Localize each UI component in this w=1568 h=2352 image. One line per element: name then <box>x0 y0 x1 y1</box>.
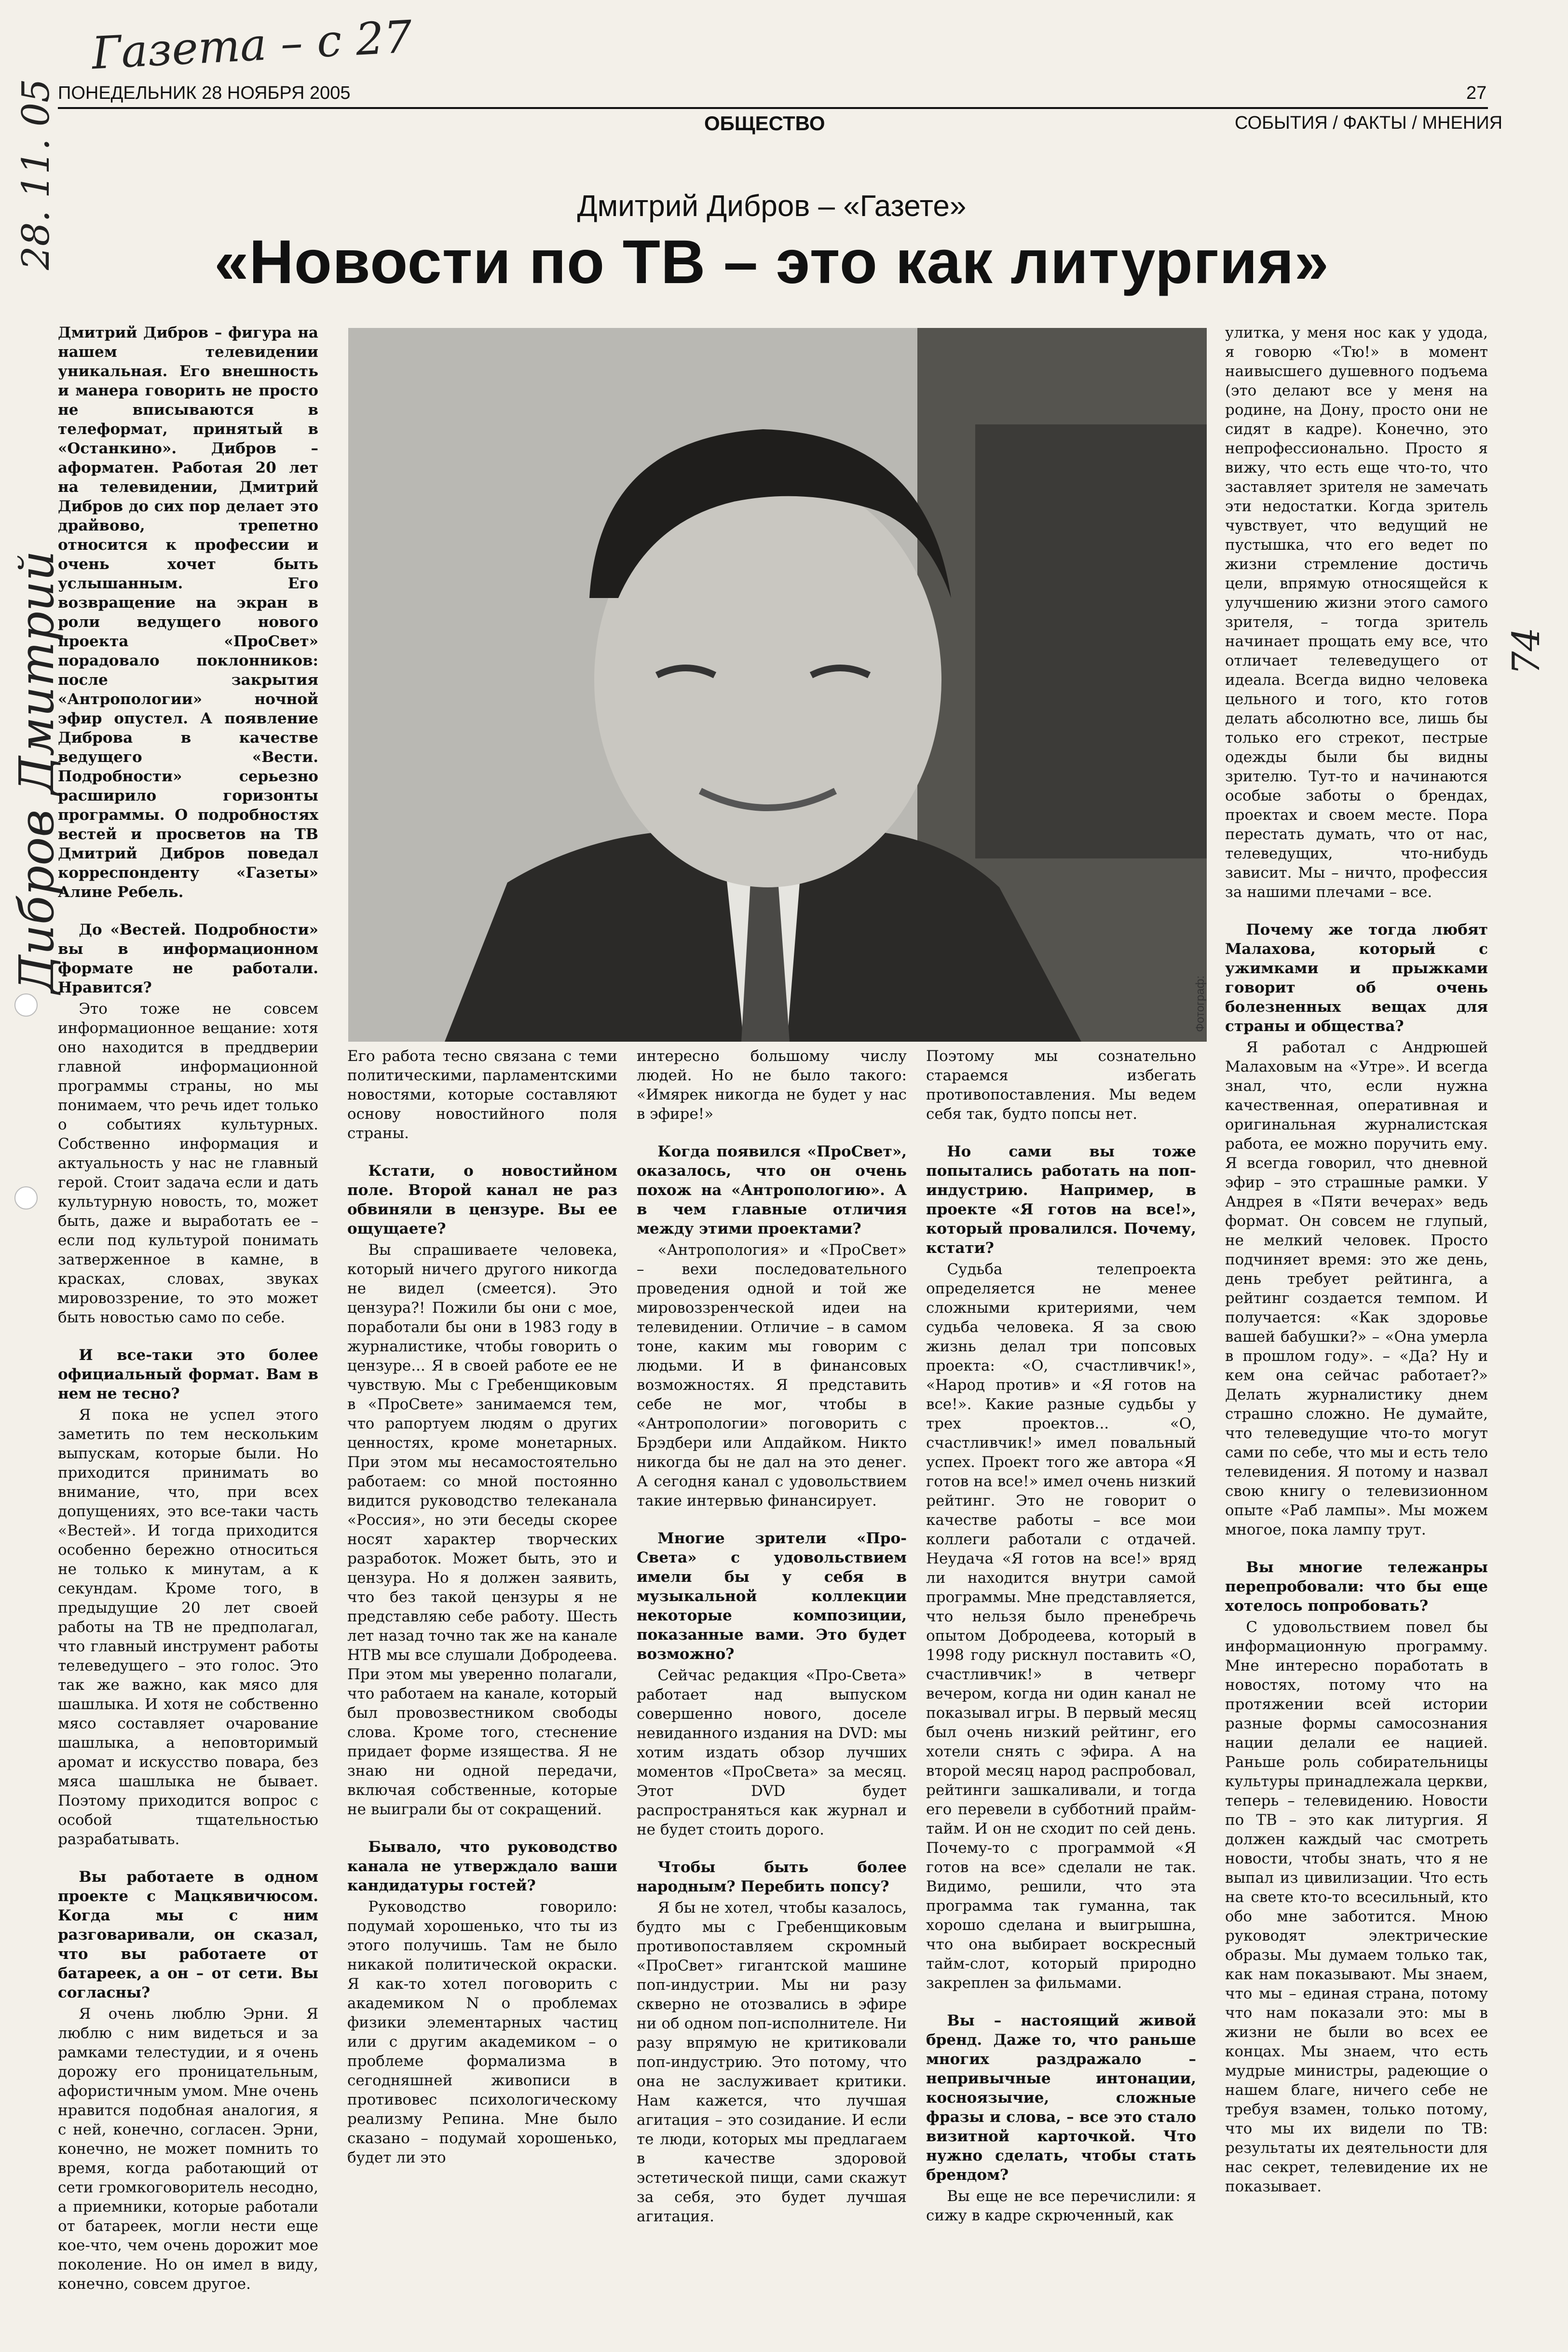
handwritten-page-mark: 74 <box>1505 627 1548 675</box>
binder-hole <box>14 993 38 1017</box>
issue-date: ПОНЕДЕЛЬНИК 28 НОЯБРЯ 2005 <box>58 83 351 103</box>
header-rule <box>58 107 1488 109</box>
answer: Сейчас редакция «Про-Света» работает над выпуском совершенно нового, доселе невиданного издания на DVD: мы хотим издать обзор лучших моментов «ПроСвета» за месяц. Этот DVD будет распространяться как журнал и не будет стоить дорого. <box>637 1667 907 1838</box>
question: Бывало, что руководство канала не утверждало ваши кандидатуры гостей? <box>347 1838 617 1894</box>
question: Чтобы быть более народным? Перебить попсу? <box>637 1859 907 1895</box>
rubric: СОБЫТИЯ / ФАКТЫ / МНЕНИЯ <box>1235 113 1503 133</box>
answer: Я работал с Андрюшей Малаховым на «Утре». И всегда знал, что, если нужна качественная, оперативная и оригинальная журналистская работа, ее можно поручить ему. Я всегда говорил, что дневной эфир – это страшные рамки. У Андрея в «Пяти вечерах» ведь формат. Он совсем не глупый, не мелкий человек. Просто подчиняет время: это же день, день требует рейтинга, а рейтинг создается темпом. И получается: «Как здоровье вашей бабушки?» – «Она умерла в прошлом году». – «Да? Ну и кем она сейчас работает?» Делать журналистику днем страшно сложно. Не думайте, что телеведущие что-то могут сами по себе, что мы и есть тело телевидения. Я потому и назвал свою книгу о телевизионном опыте «Раб лампы». Мы можем многое, пока лампу трут. <box>1225 1039 1488 1538</box>
answer: Его работа тесно связана с теми политическими, парламентскими новостями, которые составляют основу новостийного поля страны. <box>347 1047 617 1142</box>
answer: Руководство говорило: подумай хорошенько, что ты из этого получишь. Там не было никакой политической окраски. Я как-то хотел поговорить с академиком N о проблемах физики элементарных частиц или с другим академиком – о проблеме формализма в сегодняшней живописи в противовес психологическому реализму Репина. Мне было сказано – подумай хорошенько, будет ли это <box>347 1898 617 2166</box>
answer: улитка, у меня нос как у удода, я говорю «Тю!» в момент наивысшего душевного подъема (это делают все у меня на родине, на Дону, просто они не сидят в кадре). Конечно, это непрофессионально. Просто я вижу, что есть еще что-то, что заставляет зрителя не замечать эти недостатки. Когда зритель чувствует, что ведущий не пустышка, что его ведет по жизни стремление достичь цели, впрямую относящейся к улучшению жизни этого самого зрителя, – тогда зритель начинает прощать ему все, что отличает телеведущего от идеала. Всегда видно человека цельного и того, кто готов делать абсолютно все, лишь бы только его стрекот, пестрые одежды были бы видны зрителю. Тут-то и начинаются особые заботы о брендах, проектах и своем месте. Пора перестать думать, что от нас, телеведущих, что-нибудь зависит. Мы – ничто, профессия за нашими плечами – все. <box>1225 324 1488 901</box>
answer: Вы спрашиваете человека, который ничего другого никогда не видел (смеется). Это цензура?! Пожили бы они с мое, поработали бы они в 1983 году в журналистике, чтобы говорить о цензуре... Я в своей работе ее не чувствую. Мы с Гребенщиковым в «ПроСвете» занимаемся тем, что рапортуем людям о других ценностях, кроме монетарных. При этом мы несамостоятельно работаем: со мной постоянно видится руководство телеканала «Россия», но эти беседы скорее носят характер творческих разработок. Может быть, это и цензура. Но я должен заявить, что без такой цензуры я не представляю себе работу. Шесть лет назад точно так же на канале НТВ мы все слушали Добродеева. При этом мы уверенно полагали, что работаем на канале, который был провозвестником свободы слова. Кроме того, стеснение придает форме изящества. Я не знаю ни одной передачи, включая собственные, которые не выиграли бы от сокращений. <box>347 1241 617 1818</box>
question: Вы – настоящий живой бренд. Даже то, что раньше многих раздражало – непривычные интонации, косноязычие, сложные фразы и слова, – все это стало визитной карточкой. Что нужно сделать, чтобы стать брендом? <box>926 2012 1196 2184</box>
question: И все-таки это более официальный формат. Вам в нем не тесно? <box>58 1346 318 1402</box>
portrait-illustration <box>348 328 1207 1042</box>
handwritten-note-top: Газета – с 27 <box>90 11 414 80</box>
handwritten-name-vertical: Дибров Дмитрий <box>10 550 65 993</box>
answer: Судьба телепроекта определяется не менее сложными критериями, чем судьба человека. Я за свою жизнь делал три попсовых проекта: «О, счастливчик!», «Народ против» и «Я готов на все!». Какие разные судьбы у трех проектов... «О, счастливчик!» имел повальный успех. Проект того же автора «Я готов на все!» имел очень низкий рейтинг. Это не говорит о качестве работы – все мои коллеги работали с отдачей. Неудача «Я готов на все!» вряд ли находится внутри самой программы. Мне представляется, что нельзя было пренебречь опытом Добродеева, который в 1998 году рискнул поставить «О, счастливчик!» в четверг вечером, когда ни один канал не показывал игры. В первый месяц был очень низкий рейтинг, его хотели снять с эфира. А на второй месяц народ распробовал, рейтинги зашкаливали, и тогда его перевели в субботний прайм-тайм. И он не сходит по сей день. Почему-то с программой «Я готов на все» сделали не так. Видимо, решили, что эта программа так гуманна, так хорошо сделана и выигрышна, что она выбирает воскресный тайм-слот, который природно закреплен за фильмами. <box>926 1261 1196 1992</box>
kicker: Дмитрий Дибров – «Газете» <box>577 190 967 223</box>
answer: Поэтому мы сознательно стараемся избегать противопоставления. Мы ведем себя так, будто попсы нет. <box>926 1047 1196 1123</box>
answer: «Антропология» и «ПроСвет» – вехи последовательного проведения одной и той же мировоззренческой идеи на телевидении. Отличие – в самом тоне, каким мы говорим с людьми. И в финансовых возможностях. Я представить себе не мог, чтобы в «Антропологии» поговорить с Брэдбери или Апдайком. Никто никогда бы не дал на это денег. А сегодня канал с удовольствием такие интервью финансирует. <box>637 1241 907 1509</box>
answer: интересно большому числу людей. Но не было такого: «Имярек никогда не будет у нас в эфире!» <box>637 1047 907 1123</box>
column-4 <box>926 1047 1196 2225</box>
binder-hole <box>14 1186 38 1210</box>
question: Кстати, о новостийном поле. Второй канал не раз обвиняли в цензуре. Вы ее ощущаете? <box>347 1162 617 1237</box>
page-number: 27 <box>1466 83 1487 103</box>
column-5 <box>1225 323 1488 2196</box>
section-title: ОБЩЕСТВО <box>704 112 825 135</box>
handwritten-date-vertical: 28. 11. 05 <box>14 79 58 270</box>
answer: Я пока не успел этого заметить по тем нескольким выпускам, которые были. Но приходится принимать во внимание, что, при всех допущениях, это все-таки часть «Вестей». И тогда приходится особенно бережно относиться не только к минутам, а к секундам. Кроме того, в предыдущие 20 лет своей работы на ТВ не предполагал, что главный инструмент работы телеведущего – это голос. Это так же важно, как мясо для шашлыка. И хотя не собственно мясо составляет очарование шашлыка, а неповторимый аромат и искусство повара, без мяса шашлыка не бывает. Поэтому приходится вопрос с особой тщательностью разрабатывать. <box>58 1406 318 1848</box>
answer: Вы еще не все перечислили: я сижу в кадре скрюченный, как <box>926 2188 1196 2224</box>
question: Вы многие тележанры перепробовали: что бы еще хотелось попробовать? <box>1225 1559 1488 1615</box>
lead-paragraph: Дмитрий Дибров – фигура на нашем телевидении уникальная. Его внешность и манера говорить не просто не вписываются в телеформат, принятый в «Останкино». Дибров – аформатен. Работая 20 лет на телевидении, Дмитрий Дибров до сих пор делает это драйвово, трепетно относится к профессии и очень хочет быть услышанным. Его возвращение на экран в роли ведущего нового проекта «ПроСвет» порадовало поклонников: после закрытия «Антропологии» ночной эфир опустел. А появление Диброва в качестве ведущего «Вести. Подробности» серьезно расширило горизонты программы. О подробностях вестей и просветов на ТВ Дмитрий Дибров поведал корреспонденту «Газеты» Алине Ребель. <box>58 324 318 901</box>
photo-credit: Фотограф: <box>1194 976 1207 1032</box>
question: Вы работаете в одном проекте с Мацкявичюсом. Когда мы с ним разговаривали, он сказал, что вы работаете от батареек, а он – от сети. Вы согласны? <box>58 1868 318 2001</box>
answer: С удовольствием повел бы информационную программу. Мне интересно поработать в новостях, потому что на протяжении всей истории разные формы самосознания нации делали ее нацией. Раньше роль собирательницы культуры принадлежала церкви, теперь – телевидению. Новости по ТВ – это как литургия. Я должен каждый час смотреть новости, чтобы знать, что я не выпал из цивилизации. Что есть на свете кто-то всесильный, кто обо мне заботится. Мною руководят электрические образы. Мы думаем только так, как нам показывают. Мы знаем, что мы – единая страна, потому что нам показали это: мы в жизни не были во всех ее концах. Мы знаем, что есть мудрые министры, радеющие о нашем благе, ничего себе не требуя взамен, только потому, что мы их видели по ТВ: результаты их деятельности для нас секрет, телевидение их не показывает. <box>1225 1618 1488 2195</box>
column-3 <box>637 1047 907 2226</box>
answer: Это тоже не совсем информационное вещание: хотя оно находится в преддверии главной информационной программы страны, но мы понимаем, что речь идет только о событиях культурных. Собственно информация и актуальность у нас не главный герой. Стоит задача если и дать культурную новость, то, может быть, даже и выработать ее – если под культурой понимать затверженное в камне, в красках, словах, звуках мировоззрение, то это может быть новостью само по себе. <box>58 1000 318 1326</box>
answer: Я бы не хотел, чтобы казалось, будто мы с Гребенщиковым противопоставляем скромный «ПроСвет» гигантской машине поп-индустрии. Мы ни разу скверно не отозвались в эфире ни об одном поп-исполнителе. Ни разу впрямую не критиковали поп-индустрию. Это потому, что она не заслуживает критики. Нам кажется, что лучшая агитация – это созидание. И если те люди, которых мы предлагаем в качестве здоровой эстетической пищи, сами скажут за себя, это будет лучшая агитация. <box>637 1899 907 2225</box>
question: Но сами вы тоже попытались работать на поп-индустрию. Например, в проекте «Я готов на все!», который провалился. Почему, кстати? <box>926 1143 1196 1257</box>
question: Почему же тогда любят Малахова, который с ужимками и прыжками говорит об очень болезненных вещах для страны и общества? <box>1225 921 1488 1035</box>
column-1 <box>58 323 318 2294</box>
question: Когда появился «ПроСвет», оказалось, что он очень похож на «Антропологию». А в чем главные отличия между этими проектами? <box>637 1143 907 1237</box>
column-2 <box>347 1047 617 2167</box>
headline: «Новости по ТВ – это как литургия» <box>214 228 1329 297</box>
portrait-photo <box>348 328 1207 1042</box>
answer: Я очень люблю Эрни. Я люблю с ним видеться и за рамками телестудии, и я очень дорожу его проницательным, афористичным умом. Мне очень нравится подобная аналогия, я с ней, конечно, согласен. Эрни, конечно, не может помнить то время, когда работающий от сети громкоговоритель несодно, а приемники, которые работали от батареек, могли нести еще кое-что, чем очень дорожит мое поколение. Но он имел в виду, конечно, совсем другое. <box>58 2005 318 2293</box>
question: До «Вестей. Подробности» вы в информационном формате не работали. Нравится? <box>58 921 318 996</box>
question: Многие зрители «Про-Света» с удовольствием имели бы у себя в музыкальной коллекции некоторые композиции, показанные вами. Это будет возможно? <box>637 1530 907 1663</box>
